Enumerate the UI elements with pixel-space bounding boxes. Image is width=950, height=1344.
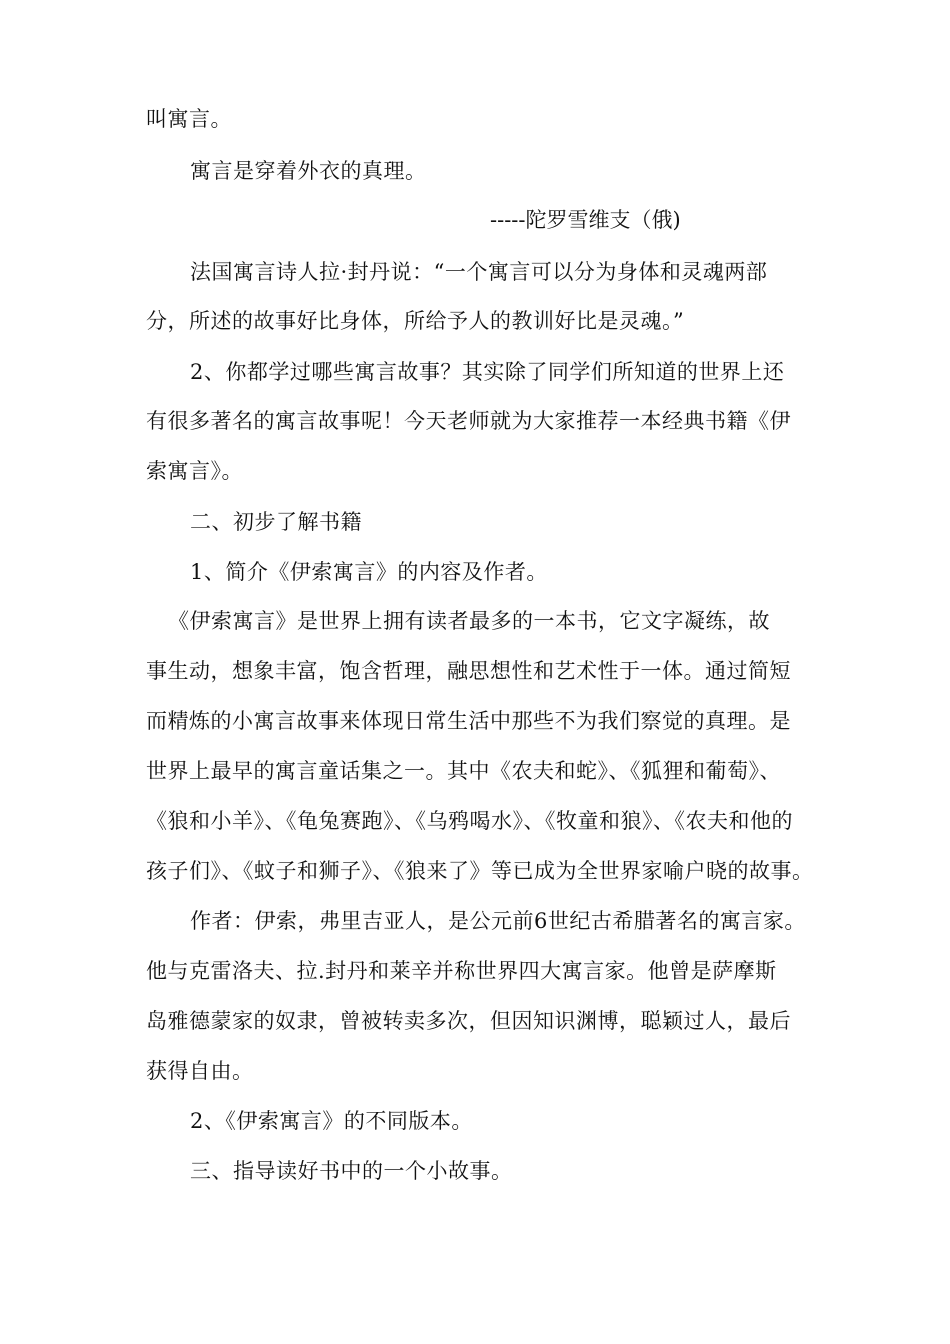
text-line: 法国寓言诗人拉·封丹说：“一个寓言可以分为身体和灵魂两部 — [190, 260, 768, 284]
text-line: 有很多著名的寓言故事呢！今天老师就为大家推荐一本经典书籍《伊 — [146, 409, 791, 433]
text-line: 而精炼的小寓言故事来体现日常生活中那些不为我们察觉的真理。是 — [146, 709, 791, 733]
text-line: 1、简介《伊索寓言》的内容及作者。 — [190, 560, 548, 584]
text-line: 《狼和小羊》、《龟兔赛跑》、《乌鸦喝水》、《牧童和狼》、《农夫和他的 — [146, 809, 793, 833]
quote-author: -----陀罗雪维支（俄) — [490, 208, 681, 232]
text-line: 《伊索寓言》是世界上拥有读者最多的一本书，它文字凝练，故 — [168, 609, 770, 633]
text-line: 获得自由。 — [146, 1059, 254, 1083]
text-line: 2、《伊索寓言》的不同版本。 — [190, 1109, 473, 1133]
text-line: 叫寓言。 — [146, 107, 232, 131]
section-heading: 二、初步了解书籍 — [190, 510, 362, 534]
text-line: 分，所述的故事好比身体，所给予人的教训好比是灵魂。” — [146, 309, 685, 333]
text-line: 他与克雷洛夫、拉.封丹和莱辛并称世界四大寓言家。他曾是萨摩斯 — [146, 959, 777, 983]
text-line: 事生动，想象丰富，饱含哲理，融思想性和艺术性于一体。通过简短 — [146, 659, 791, 683]
text-line: 索寓言》。 — [146, 459, 243, 483]
text-line: 世界上最早的寓言童话集之一。其中《农夫和蛇》、《狐狸和葡萄》、 — [146, 759, 781, 783]
section-heading: 三、指导读好书中的一个小故事。 — [190, 1159, 513, 1183]
text-line: 寓言是穿着外衣的真理。 — [190, 159, 427, 183]
text-line: 作者：伊索，弗里吉亚人，是公元前6世纪古希腊著名的寓言家。 — [190, 909, 806, 933]
text-line: 2、你都学过哪些寓言故事？其实除了同学们所知道的世界上还 — [190, 360, 785, 384]
text-line: 孩子们》、《蚊子和狮子》、《狼来了》等已成为全世界家喻户晓的故事。 — [146, 859, 814, 883]
text-line: 岛雅德蒙家的奴隶，曾被转卖多次，但因知识渊博，聪颖过人，最后 — [146, 1009, 791, 1033]
